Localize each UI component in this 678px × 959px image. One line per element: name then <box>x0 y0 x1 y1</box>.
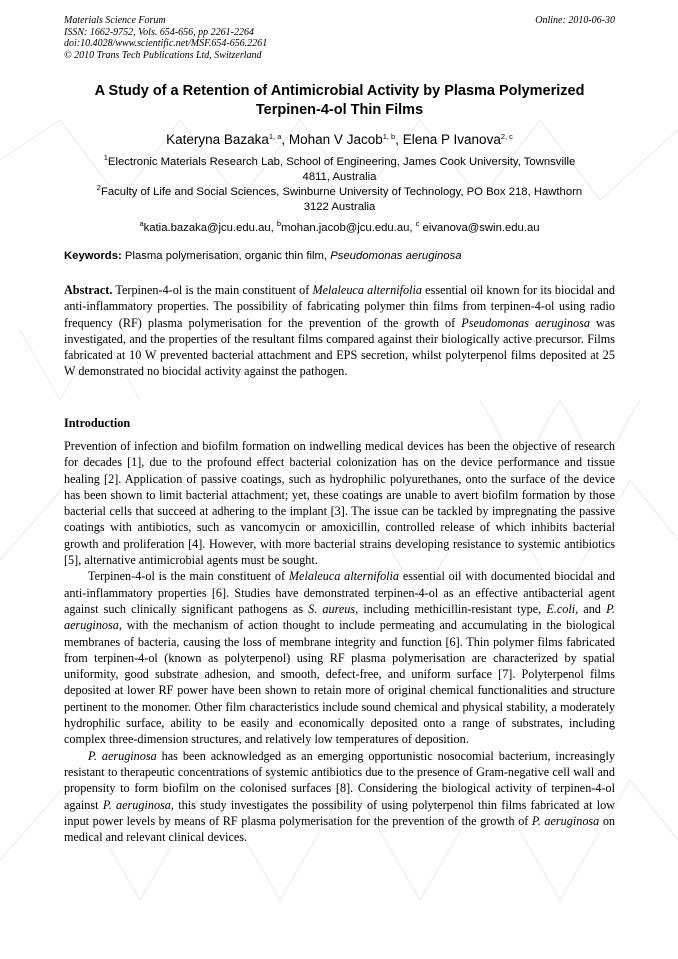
abstract-species: Melaleuca alternifolia <box>312 283 422 297</box>
email-link[interactable]: mohan.jacob@jcu.edu.au, <box>281 222 416 234</box>
copyright-line: © 2010 Trans Tech Publications Ltd, Switzerland <box>64 49 262 61</box>
email-mark: a <box>139 219 144 228</box>
affiliation-text: Electronic Materials Research Lab, School of Engineering, James Cook University, Townsville <box>107 156 576 168</box>
affiliation-text: 4811, Australia <box>302 171 377 183</box>
author-name: Kateryna Bazaka <box>166 132 269 147</box>
author-list <box>64 132 615 150</box>
keywords-text: Plasma polymerisation, organic thin film, <box>121 250 331 262</box>
online-date: Online: 2010-06-30 <box>535 15 615 26</box>
author-affiliation-mark: 2, c <box>500 132 513 141</box>
abstract <box>64 282 615 380</box>
title-line-1: A Study of a Retention of Antimicrobial Activity by Plasma Polymerized <box>94 83 585 99</box>
paragraph: Prevention of infection and biofilm formation on indwelling medical devices has been the objective of research for decades [1], due to the profound effect bacterial colonization has on the device performance and tissue healing [2]. Application of passive coatings, such as hydrophilic polyurethanes, onto the surface of the device has been shown to limit bacterial attachment; yet, these coatings are unable to avert biofilm formation by those bacterial cells that succeed at adhering to the implant [3]. The issue can be tackled by impregnating the passive coatings with antibiotics, such as vancomycin or amoxicillin, controlled release of which inhibits bacterial growth and proliferation [4]. However, with more bacterial strains developing resistance to systemic antibiotics [5], alternative antimicrobial agents must be sought. <box>64 439 615 568</box>
affiliation-text: Faculty of Life and Social Sciences, Swinburne University of Technology, PO Box 218, Hawthorn <box>100 186 583 198</box>
paragraph: Terpinen-4-ol is the main constituent of Melaleuca alternifolia essential oil with documented biocidal and anti-inflammatory properties [6]. Studies have demonstrated terpinen-4-ol as an effective antibacterial agent against such clinically significant pathogens as S. aureus, including methicillin-resistant type, E.coli, and P. aeruginosa, with the mechanism of action thought to include permeating and accumulating in the biological membranes of bacteria, causing the loss of membrane integrity and function [6]. Thin polymer films fabricated from terpinen-4-ol (known as polyterpenol) using RF plasma polymerisation are characterized by spatial uniformity, good substrate adhesion, and smooth, defect-free, and uniform surface [7]. Polyterpenol films deposited at lower RF power have been shown to retain more of original chemical functionalities and structure pertinent to the monomer. Other film characteristics include sound chemical and physical stability, a moderately hydrophilic surface, ability to be easily and economically deposited onto a range of substrates, including complex three-dimension structures, and relatively low temperatures of deposition. <box>64 569 615 747</box>
abstract-label: Abstract. <box>64 283 113 297</box>
affiliation-number: 1 <box>103 153 108 162</box>
doi-line: doi:10.4028/www.scientific.net/MSF.654-656.2261 <box>64 38 268 49</box>
abstract-text: Terpinen-4-ol is the main constituent of <box>112 283 313 297</box>
paragraph: P. aeruginosa has been acknowledged as an emerging opportunistic nosocomial bacterium, increasingly resistant to therapeutic concentrations of systemic antibiotics due to the presence of Gram-negative cell wall and propensity to form biofilm on the colonised surfaces [8]. Considering the biological activity of terpinen-4-ol against P. aeruginosa, this study investigates the possibility of using polyterpenol thin films fabricated at low input power levels by means of RF plasma polymerisation for the prevention of the growth of P. aeruginosa on medical and relevant clinical devices. <box>64 748 616 845</box>
keywords-italic: Pseudomonas aeruginosa <box>330 250 462 262</box>
abstract-text: essential oil known for its biocidal and anti-inflammatory properties. The possibility of fabricating polymer thin films from terpinen-4-ol using radio frequency (RF) plasma polymerisation for the prevention of the growth of <box>64 283 615 330</box>
email-mark: c <box>415 219 420 228</box>
author-separator: , <box>395 132 403 147</box>
affiliation-number: 2 <box>96 183 101 192</box>
email-link[interactable]: katia.bazaka@jcu.edu.au, <box>143 222 277 234</box>
email-mark: b <box>276 219 282 228</box>
introduction-body <box>64 438 615 845</box>
author-affiliation-mark: 1, b <box>382 132 396 141</box>
affiliation-1 <box>64 155 615 185</box>
email-link[interactable]: eivanova@swin.edu.au <box>419 222 540 234</box>
title-line-2: Terpinen-4-ol Thin Films <box>255 102 424 118</box>
journal-header <box>64 15 267 61</box>
author-affiliation-mark: 1, a <box>268 132 282 141</box>
author-name: Elena P Ivanova <box>402 132 501 147</box>
section-heading: Introduction <box>64 416 131 430</box>
journal-name: Materials Science Forum <box>64 15 166 26</box>
issn-line: ISSN: 1662-9752, Vols. 654-656, pp 2261-2264 <box>64 26 254 38</box>
author-name: Mohan V Jacob <box>288 132 383 147</box>
author-emails <box>64 221 615 236</box>
keywords <box>64 249 615 264</box>
author-separator: , <box>281 132 289 147</box>
abstract-text: was investigated, and the properties of the resultant films compared against their biologically active precursor. Films fabricated at 10 W prevented bacterial attachment and EPS secretion, whilst polyterpenol films deposited at 25 W demonstrated no biocidal activity against the pathogen. <box>64 315 615 379</box>
affiliation-text: 3122 Australia <box>303 201 376 213</box>
keywords-label: Keywords: <box>64 250 122 262</box>
paper-title <box>64 82 615 120</box>
abstract-species: Pseudomonas aeruginosa <box>461 315 590 330</box>
affiliation-2 <box>64 185 615 215</box>
